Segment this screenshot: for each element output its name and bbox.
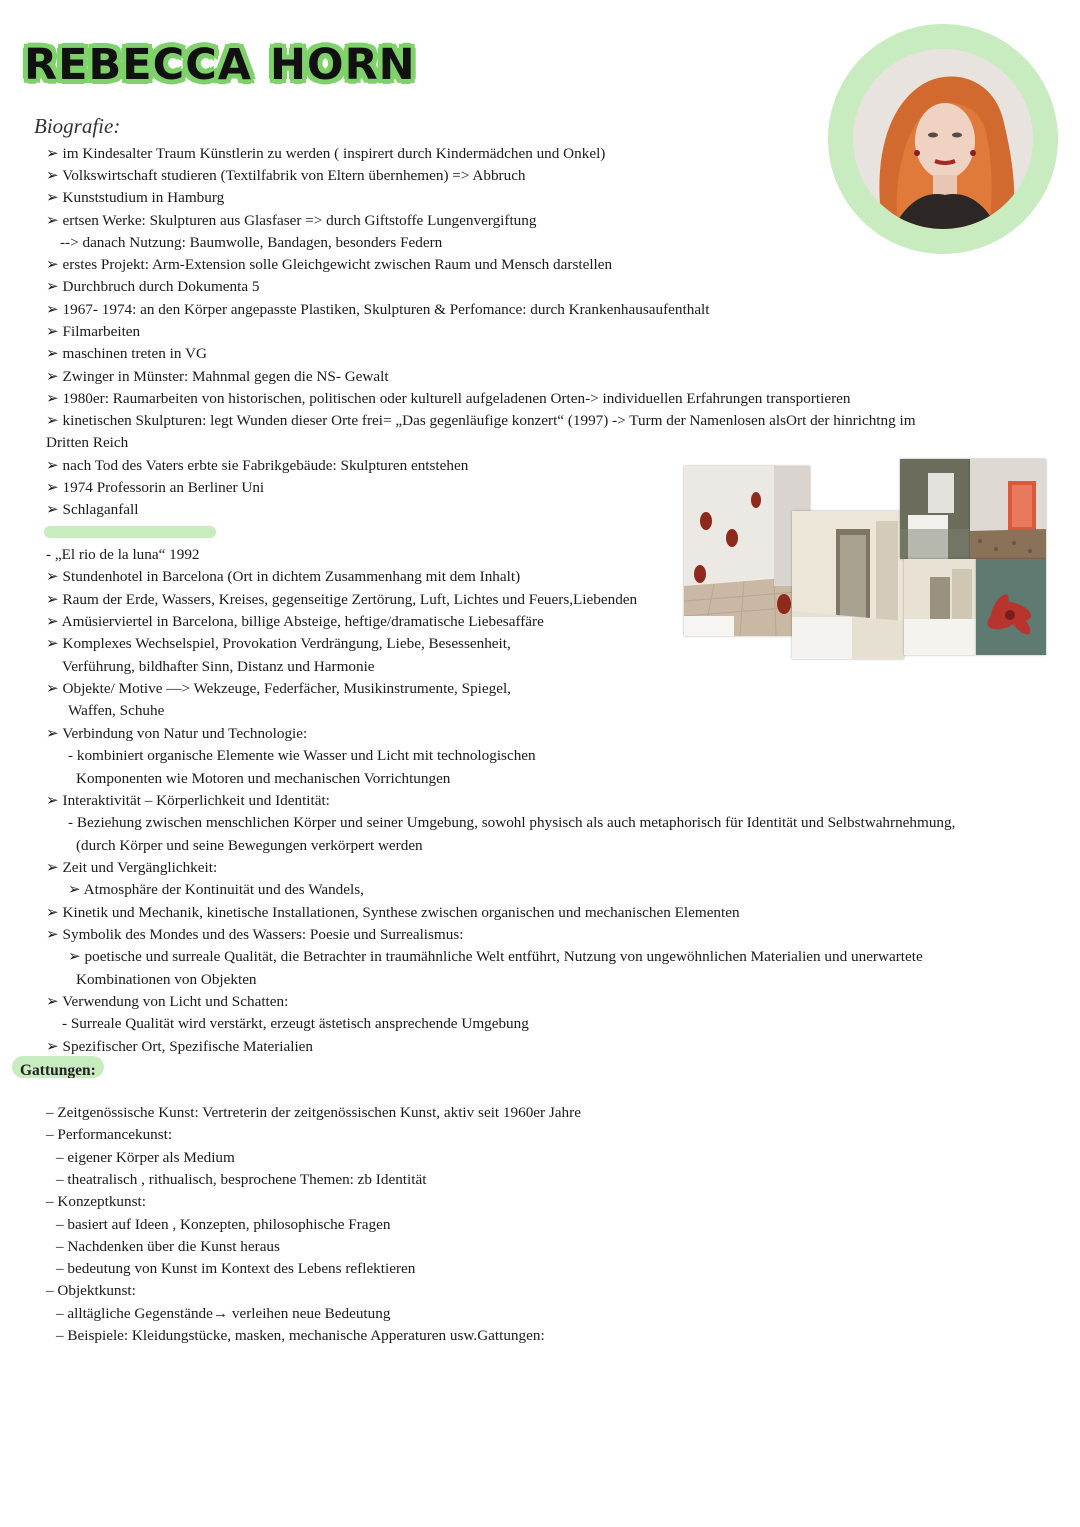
work-line: - „El rio de la luna“ 1992 <box>46 546 200 563</box>
work-line: (durch Körper und seine Bewegungen verkörpert werden <box>76 836 423 854</box>
bio-line: ➢ Schlaganfall <box>46 501 139 518</box>
work-line: ➢ Verbindung von Natur und Technologie: <box>46 724 308 742</box>
portrait-frame <box>828 24 1058 254</box>
gattungen-line: – Performancekunst: <box>46 1126 173 1144</box>
bio-line: ➢ ertsen Werke: Skulpturen aus Glasfaser => durch Giftstoffe Lungenvergiftung <box>46 212 537 229</box>
work-line: Waffen, Schuhe <box>68 702 165 720</box>
gattungen-line: – Zeitgenössische Kunst: Vertreterin der zeitgenössischen Kunst, aktiv seit 1960er Jahre <box>46 1104 581 1121</box>
work-line: ➢ Stundenhotel in Barcelona (Ort in dichtem Zusammenhang mit dem Inhalt) <box>46 568 521 586</box>
section-divider-highlight <box>44 526 216 538</box>
bio-line: ➢ 1967- 1974: an den Körper angepasste Plastiken, Skulpturen & Perfomance: durch Krankenhausaufenthalt <box>46 301 710 318</box>
work-line: ➢ Symbolik des Mondes und des Wassers: Poesie und Surrealismus: <box>46 925 464 943</box>
bio-line: --> danach Nutzung: Baumwolle, Bandagen, besonders Federn <box>60 234 443 251</box>
hotel-room-photo <box>792 511 904 659</box>
bio-line: Dritten Reich <box>46 434 129 451</box>
bio-line: ➢ 1980er: Raumarbeiten von historischen, politischen oder kulturell aufgeladenen Orten-> individuellen Erfahrungen transportieren <box>46 390 851 407</box>
bio-line: ➢ Filmarbeiten <box>46 323 141 340</box>
bio-line: ➢ im Kindesalter Traum Künstlerin zu werden ( inspirert durch Kindermädchen und Onkel) <box>46 145 606 162</box>
biography-label: Biografie: <box>34 114 121 138</box>
gattungen-line: – bedeutung von Kunst im Kontext des Lebens reflektieren <box>56 1260 416 1278</box>
gattungen-line: – alltägliche Gegenstände→ verleihen neue Bedeutung <box>56 1304 391 1322</box>
work-line: ➢ Verwendung von Licht und Schatten: <box>46 993 289 1010</box>
title-first-name: REBECCA <box>24 40 253 90</box>
gattungen-line: – Objektkunst: <box>46 1282 136 1300</box>
work-line: ➢ Atmosphäre der Kontinuität und des Wandels, <box>68 881 364 899</box>
bio-line: ➢ Volkswirtschaft studieren (Textilfabrik von Eltern übernhemen) => Abbruch <box>46 167 526 184</box>
bio-line: ➢ maschinen treten in VG <box>46 345 207 362</box>
work-line: - Surreale Qualität wird verstärkt, erzeugt ästetisch ansprechende Umgebung <box>62 1015 529 1033</box>
work-line: ➢ Amüsierviertel in Barcelona, billige Absteige, heftige/dramatische Liebesaffäre <box>46 613 544 631</box>
gattungen-line: – Nachdenken über die Kunst heraus <box>56 1237 280 1255</box>
work-line: ➢ Zeit und Vergänglichkeit: <box>46 858 218 876</box>
red-flower-sculpture-photo <box>976 559 1046 655</box>
work-line: ➢ poetische und surreale Qualität, die Betrachter in traumähnliche Welt entführt, Nutzung von ungewöhnlichen Materialien und unerwartete <box>68 948 923 966</box>
bio-line: ➢ erstes Projekt: Arm-Extension solle Gleichgewicht zwischen Raum und Mensch darstellen <box>46 256 613 273</box>
work-line: ➢ Raum der Erde, Wassers, Kreises, gegenseitige Zertörung, Luft, Lichtes und Feuers,Liebenden <box>46 590 638 608</box>
gattungen-line: – basiert auf Ideen , Konzepten, philosophische Fragen <box>56 1215 391 1233</box>
bio-line: ➢ kinetischen Skulpturen: legt Wunden dieser Orte frei= „Das gegenläufige konzert“ (1997) -> Turm der Namenlosen alsOrt der hinrichtng im <box>46 412 916 429</box>
bio-line: ➢ 1974 Professorin an Berliner Uni <box>46 479 265 496</box>
bio-line: ➢ Zwinger in Münster: Mahnmal gegen die NS- Gewalt <box>46 368 389 385</box>
gattungen-line: – theatralisch , rithualisch, besprochene Themen: zb Identität <box>56 1170 427 1188</box>
gattungen-heading: Gattungen: <box>12 1056 104 1078</box>
work-line: - Beziehung zwischen menschlichen Körper und seiner Umgebung, sowohl physisch als auch metaphorisch für Identität und Selbstwahrnehmung, <box>68 814 956 832</box>
title-last-name: HORN <box>270 40 416 90</box>
work-line: ➢ Kinetik und Mechanik, kinetische Installationen, Synthese zwischen organischen und mechanischen Elementen <box>46 903 740 921</box>
work-line: ➢ Objekte/ Motive —> Wekzeuge, Federfächer, Musikinstrumente, Spiegel, <box>46 680 511 698</box>
work-line: - kombiniert organische Elemente wie Wasser und Licht mit technologischen <box>68 747 536 765</box>
bathroom-photo <box>900 459 970 559</box>
bio-line: ➢ nach Tod des Vaters erbte sie Fabrikgebäude: Skulpturen entstehen <box>46 457 469 474</box>
work-line: Komponenten wie Motoren und mechanischen Vorrichtungen <box>76 769 451 787</box>
work-line: Verführung, bildhafter Sinn, Distanz und Harmonie <box>62 657 375 675</box>
page-title <box>24 40 416 90</box>
work-line: ➢ Spezifischer Ort, Spezifische Materialien <box>46 1037 314 1055</box>
portrait-photo <box>853 49 1033 229</box>
work-line: Kombinationen von Objekten <box>76 970 257 988</box>
bio-line: ➢ Kunststudium in Hamburg <box>46 189 225 206</box>
bedroom-photo <box>904 559 976 655</box>
gattungen-line: – Beispiele: Kleidungstücke, masken, mechanische Apperaturen usw.Gattungen: <box>56 1327 545 1344</box>
bio-line: ➢ Durchbruch durch Dokumenta 5 <box>46 278 260 295</box>
red-door-room-photo <box>970 459 1046 559</box>
work-line: ➢ Komplexes Wechselspiel, Provokation Verdrängung, Liebe, Besessenheit, <box>46 635 511 653</box>
gattungen-line: – Konzeptkunst: <box>46 1193 146 1211</box>
work-line: ➢ Interaktivität – Körperlichkeit und Identität: <box>46 791 330 809</box>
gattungen-line: – eigener Körper als Medium <box>56 1148 235 1166</box>
